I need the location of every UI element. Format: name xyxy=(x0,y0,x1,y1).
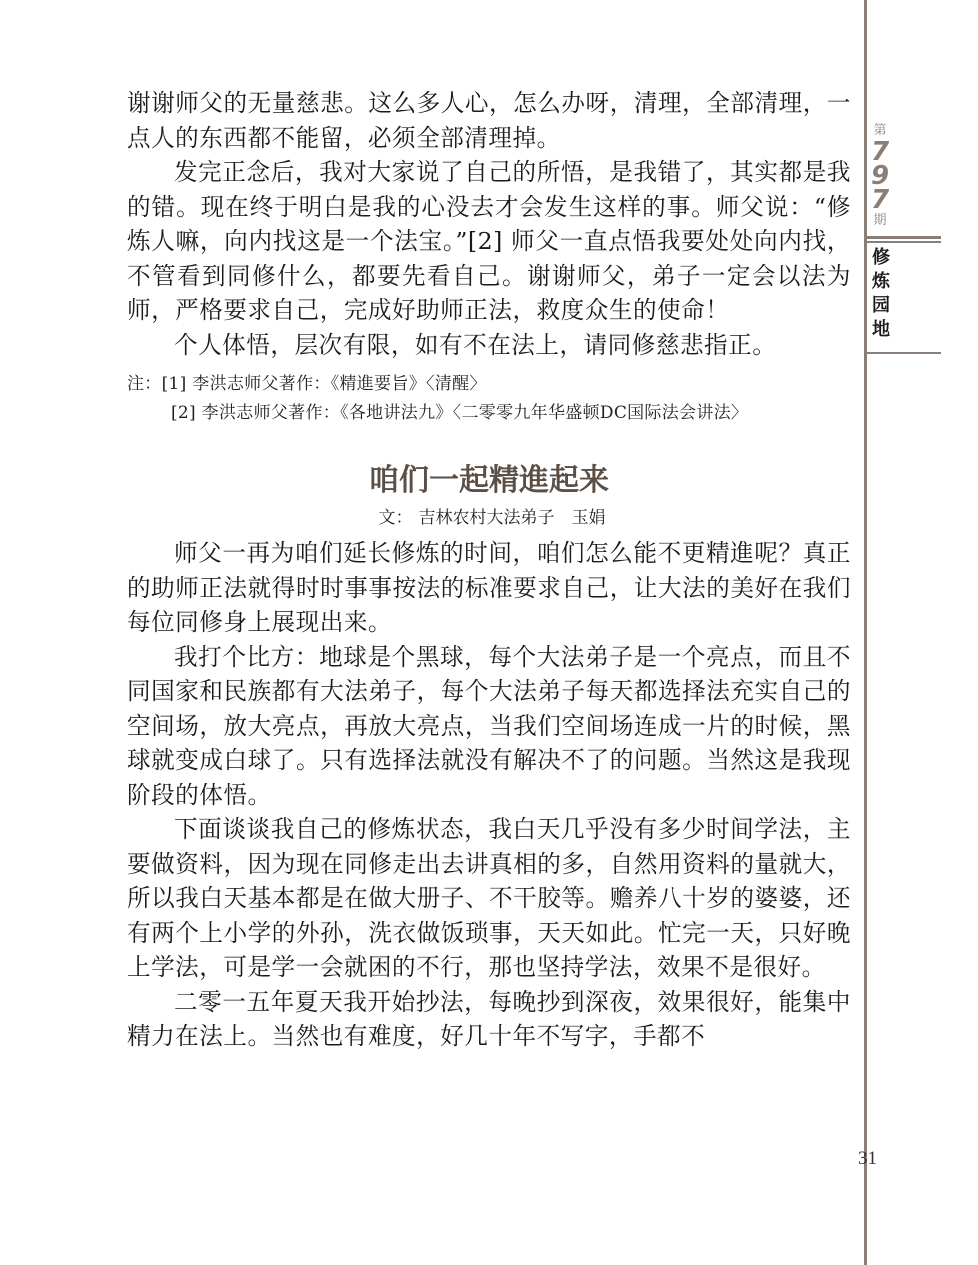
issue-label xyxy=(867,122,893,230)
notes-label: 注： xyxy=(127,374,162,394)
section-rule-top-thin xyxy=(867,241,941,243)
section-rule-top xyxy=(867,236,941,239)
sidebar xyxy=(867,0,978,1265)
paragraph: 发完正念后，我对大家说了自己的所悟，是我错了，其实都是我的错。现在终于明白是我的心没去才会发生这样的事。师父说：“修炼人嘛，向内找这是一个法宝。”[2] 师父一直点悟我要处处向内找，不管看到同修什么，都要先看自己。谢谢师父，弟子一定会以法为师，严格要求自己，完成好助师正法，救度众生的使命！ xyxy=(127,158,851,324)
paragraph: 谢谢师父的无量慈悲。这么多人心，怎么办呀，清理，全部清理，一点人的东西都不能留，必须全部清理掉。 xyxy=(127,89,851,152)
paragraph: 下面谈谈我自己的修炼状态，我白天几乎没有多少时间学法，主要做资料，因为现在同修走出去讲真相的多，自然用资料的量就大，所以我白天基本都是在做大册子、不干胶等。赡养八十岁的婆婆，还有两个上小学的外孙，洗衣做饭琐事，天天如此。忙完一天，只好晚上学法，可是学一会就困的不行，那也坚持学法，效果不是很好。 xyxy=(127,815,851,981)
byline-author: 吉林农村大法弟子 玉娟 xyxy=(418,508,606,528)
page-number: 31 xyxy=(858,1148,877,1169)
footnote-text: [1] 李洪志师父著作：《精進要旨》〈清醒〉 xyxy=(161,374,487,394)
byline-prefix: 文： xyxy=(378,508,413,528)
paragraph: 二零一五年夏天我开始抄法，每晚抄到深夜，效果很好，能集中精力在法上。当然也有难度，好几十年不写字，手都不 xyxy=(127,987,851,1050)
section-rule-bottom xyxy=(867,352,941,354)
text-column xyxy=(127,86,851,1054)
footnotes xyxy=(127,370,851,428)
paragraph: 我打个比方：地球是个黑球，每个大法弟子是一个亮点，而且不同国家和民族都有大法弟子，每个大法弟子每天都选择法充实自己的空间场，放大亮点，再放大亮点，当我们空间场连成一片的时候，黑球就变成白球了。只有选择法就没有解决不了的问题。当然这是我现阶段的体悟。 xyxy=(127,642,851,809)
byline xyxy=(127,505,851,531)
section-title: 修炼园地 xyxy=(872,247,890,340)
footnote xyxy=(127,370,851,399)
issue-number: 797 xyxy=(871,137,890,215)
footnote xyxy=(127,399,851,428)
footnote-text: [2] 李洪志师父著作：《各地讲法九》〈二零零九年华盛顿DC国际法会讲法〉 xyxy=(171,403,749,423)
issue-prefix: 第 xyxy=(873,123,887,138)
section-tab xyxy=(867,246,941,352)
issue-suffix: 期 xyxy=(873,213,887,228)
paragraph: 个人体悟，层次有限，如有不在法上，请同修慈悲指正。 xyxy=(174,330,777,359)
paragraph: 师父一再为咱们延长修炼的时间，咱们怎么能不更精進呢？真正的助师正法就得时时事事按法的标准要求自己，让大法的美好在我们每位同修身上展现出来。 xyxy=(127,539,851,636)
article-title: 咱们一起精進起来 xyxy=(369,463,609,498)
